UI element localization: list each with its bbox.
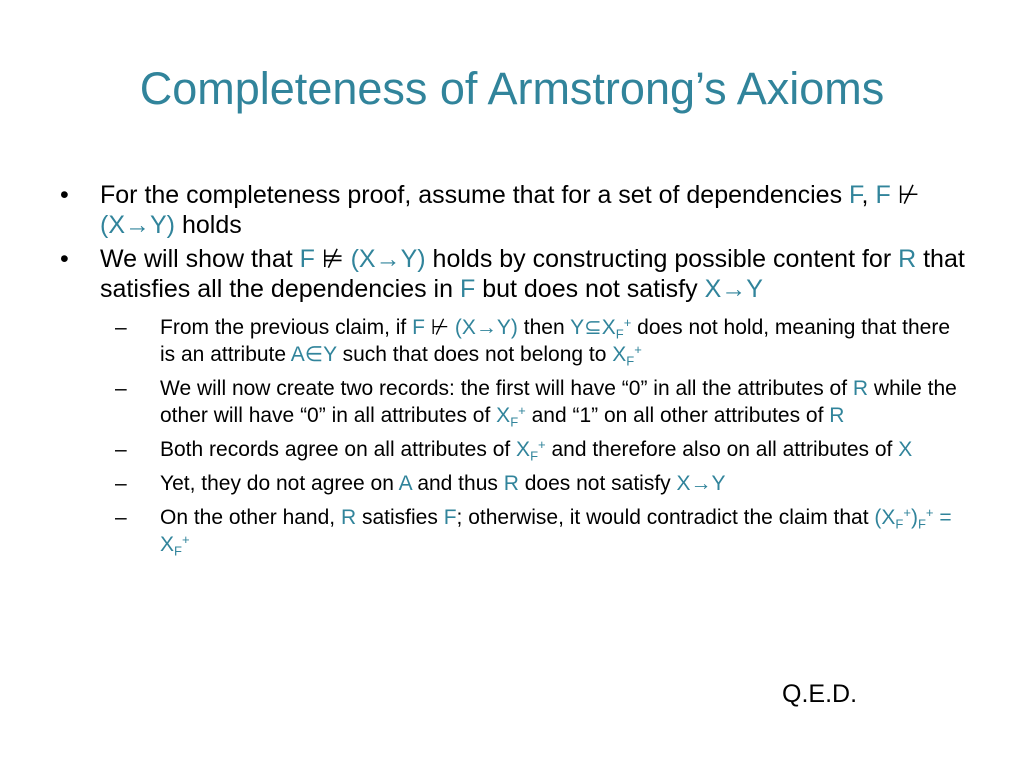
functional-dependency: (X→Y) — [350, 245, 426, 273]
symbol-r: R — [340, 506, 357, 529]
closure-symbol — [496, 402, 526, 430]
bullet-text: holds by constructing possible content for — [432, 245, 892, 273]
dash-icon: – — [115, 506, 127, 529]
superscript: + — [634, 341, 642, 357]
dash-icon: – — [115, 377, 127, 400]
subscript: F — [917, 516, 926, 532]
sub-bullet-text: We will now create two records: the first will have “0” in all the attributes of — [160, 377, 848, 400]
symbol-a: A — [290, 343, 305, 366]
subscript: F — [174, 543, 182, 559]
bullet-text: We will show that — [100, 245, 293, 273]
symbol-f: F — [443, 506, 457, 529]
subscript: F — [530, 448, 539, 464]
attribute-membership — [291, 343, 337, 366]
symbol-r: R — [503, 472, 519, 495]
symbol-f: F — [412, 316, 425, 339]
superscript: + — [181, 531, 190, 547]
sub-bullet-item-3 — [115, 436, 965, 463]
bullet-text: For the completeness proof, assume that for a set of dependencies — [100, 181, 843, 209]
comma: , — [861, 181, 869, 209]
symbol-y: Y — [323, 343, 337, 366]
sub-bullet-text: satisfies — [362, 506, 438, 529]
symbol-r: R — [852, 377, 869, 400]
dash-icon: – — [115, 438, 127, 461]
sub-bullet-text: and thus — [417, 472, 498, 495]
superscript: + — [538, 436, 546, 452]
functional-dependency: X→Y — [704, 275, 763, 303]
symbol-f: F — [849, 181, 862, 209]
superscript: + — [518, 402, 526, 418]
sub-bullet-item-4 — [115, 470, 965, 497]
slide-title: Completeness of Armstrong’s Axioms — [139, 63, 885, 114]
sub-bullet-text: From the previous claim, if — [160, 316, 407, 339]
symbol-x: X — [516, 438, 531, 461]
bullet-dot-icon: • — [60, 245, 69, 273]
symbol-x: X — [612, 343, 627, 366]
symbol-y: Y — [570, 316, 585, 339]
bullet-text: holds — [181, 211, 242, 239]
superscript: + — [903, 504, 911, 520]
superscript: + — [925, 504, 934, 520]
equation-part: (X — [874, 506, 896, 529]
sub-bullet-text: then — [523, 316, 565, 339]
subscript: F — [510, 414, 519, 430]
sub-bullet-text: and “1” on all other attributes of — [531, 404, 824, 427]
bullet-dot-icon: • — [60, 181, 69, 209]
bullet-item-1 — [60, 180, 965, 240]
sub-bullet-item-5 — [115, 504, 965, 558]
subset-symbol: ⊆ — [584, 316, 602, 339]
functional-dependency: X→Y — [676, 472, 726, 495]
subscript: F — [626, 353, 635, 369]
dash-icon: – — [115, 316, 127, 339]
not-models-symbol: ⊭ — [321, 245, 344, 273]
equation-part: = X — [160, 506, 952, 556]
bullet-list — [60, 180, 965, 558]
bullet-text: that satisfies all the dependencies in — [100, 245, 965, 303]
symbol-f: F — [875, 181, 891, 209]
sub-bullet-text: ; otherwise, it would contradict the claim that — [456, 506, 869, 529]
bullet-text: but does not satisfy — [482, 275, 698, 303]
bullet-item-2 — [60, 244, 965, 558]
subscript: F — [895, 516, 904, 532]
slide-content — [60, 180, 965, 565]
symbol-f: F — [299, 245, 315, 273]
sub-bullet-item-2 — [115, 375, 965, 429]
not-derives-symbol: ⊬ — [897, 181, 920, 209]
superscript: + — [623, 314, 632, 330]
sub-bullet-text: Both records agree on all attributes of — [160, 438, 511, 461]
symbol-r: R — [898, 245, 917, 273]
element-of-symbol: ∈ — [304, 343, 324, 366]
closure-symbol — [516, 436, 546, 464]
functional-dependency: (X→Y) — [100, 211, 175, 239]
sub-bullet-text: and therefore also on all attributes of — [551, 438, 893, 461]
sub-bullet-text: such that does not belong to — [342, 343, 607, 366]
equation-part: ) — [910, 506, 918, 529]
sub-bullet-text: On the other hand, — [160, 506, 336, 529]
closure-symbol — [612, 341, 642, 369]
functional-dependency: (X→Y) — [454, 316, 518, 339]
sub-bullet-list — [100, 314, 965, 558]
symbol-x: X — [496, 404, 511, 427]
not-derives-symbol: ⊬ — [430, 316, 450, 339]
dash-icon: – — [115, 472, 127, 495]
closure-subset-expression — [570, 314, 632, 342]
qed-label: Q.E.D. — [782, 680, 858, 708]
sub-bullet-text: does not satisfy — [524, 472, 671, 495]
symbol-x: X — [601, 316, 616, 339]
sub-bullet-item-1 — [115, 314, 965, 368]
symbol-a: A — [398, 472, 412, 495]
sub-bullet-text: does not hold, meaning that there is an attribute — [160, 316, 951, 366]
sub-bullet-text: while the other will have “0” in all attributes of — [160, 377, 957, 427]
sub-bullet-text: Yet, they do not agree on — [160, 472, 394, 495]
subscript: F — [615, 326, 624, 342]
symbol-x: X — [898, 438, 913, 461]
symbol-f: F — [459, 275, 476, 303]
symbol-r: R — [829, 404, 845, 427]
